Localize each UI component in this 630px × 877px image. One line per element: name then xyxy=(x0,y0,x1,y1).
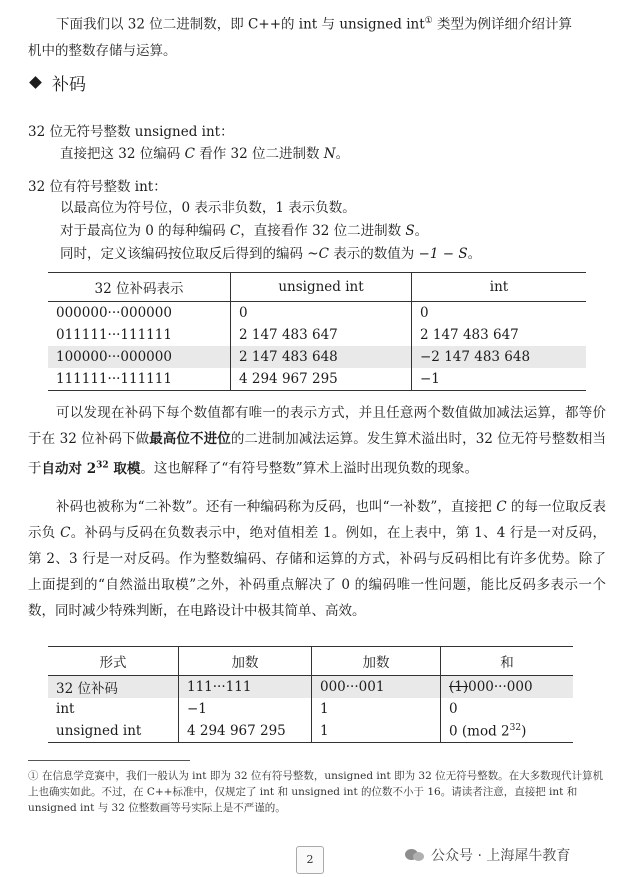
signed-title: 32 位有符号整数 int： xyxy=(28,179,167,195)
paragraph-complement: 补码也被称为“二补数”。还有一种编码称为反码，也叫“一补数”，直接把 C 的每一位取反表示负 C。补码与反码在负数表示中，绝对值相差 1。例如，在上表中，第 1、4 行是一对反码，第 2、3 行是一对反码。作为整数编码、存储和运算的方式，补码与反码相比有许多优势。除了上面提到的“自然溢出取模”之外，补码重点解决了 0 的编码唯一性问题，能比反码多表示一个数，同时减少特殊判断，在电路设计中极其简单、高效。 xyxy=(28,499,606,619)
table-cell: 32 位补码 xyxy=(56,681,118,697)
intro-text: 下面我们以 32 位二进制数，即 C++的 int 与 unsigned int xyxy=(56,16,425,33)
column-header: 32 位补码表示 xyxy=(48,273,231,302)
table-row xyxy=(48,324,586,346)
table-cell: 000000···000000 xyxy=(56,305,172,321)
table-cell: −2 147 483 648 xyxy=(412,346,587,368)
signed-line-2: 对于最高位为 0 的每种编码 C，直接看作 32 位二进制数 S。 xyxy=(60,223,429,239)
table-cell: int xyxy=(56,701,75,717)
footnote-mark: ① xyxy=(28,770,39,782)
table-cell: 0 (mod $2^{32}$) xyxy=(441,720,574,743)
column-header: 形式 xyxy=(48,647,179,676)
table-cell: −1 xyxy=(412,368,587,391)
column-header: int xyxy=(412,273,587,302)
paragraph-overflow: 可以发现在补码下每个数值都有唯一的表示方式，并且任意两个数值做加减法运算，都等价于在 32 位补码下做最高位不进位的二进制加减法运算。发生算术溢出时，32 位无符号整数相当于自动对 $2^{32}$ 取模。这也解释了“有符号整数”算术上溢时出现负数的现象。 xyxy=(28,405,607,477)
signed-line-3: 同时，定义该编码按位取反后得到的编码 ~C 表示的数值为 −1 − S。 xyxy=(60,246,482,262)
column-header: 加数 xyxy=(179,647,312,676)
unsigned-title: 32 位无符号整数 unsigned int： xyxy=(28,124,234,140)
table-cell: 111111···111111 xyxy=(56,371,172,387)
addition-table xyxy=(48,646,573,743)
intro-text-end: 类型为例详细介绍计算 xyxy=(432,16,573,33)
table-cell: 4 294 967 295 xyxy=(179,720,312,743)
column-header: 和 xyxy=(441,647,574,676)
table-cell: −1 xyxy=(179,698,312,720)
table-row xyxy=(48,368,586,391)
column-header: unsigned int xyxy=(231,273,412,302)
table-cell: 1 xyxy=(312,698,441,720)
section-title: 补码 xyxy=(52,75,86,95)
table-row xyxy=(48,302,586,325)
table-cell: unsigned int xyxy=(56,723,142,739)
signed-line-1: 以最高位为符号位，0 表示非负数，1 表示负数。 xyxy=(60,200,356,216)
page-number: 2 xyxy=(296,846,324,874)
column-header: 加数 xyxy=(312,647,441,676)
table-row xyxy=(48,698,573,720)
table-header-row xyxy=(48,647,573,676)
section-heading xyxy=(28,70,86,95)
table-header-row xyxy=(48,273,586,302)
intro-paragraph xyxy=(28,8,606,64)
diamond-bullet-icon xyxy=(29,76,42,89)
unsigned-description: 直接把这 32 位编码 C 看作 32 位二进制数 N。 xyxy=(60,146,350,162)
footnote xyxy=(28,768,608,816)
table-cell: (1)000···000 xyxy=(441,676,574,699)
intro-text-line2: 机中的整数存储与运算。 xyxy=(28,42,177,59)
encoding-table xyxy=(48,272,586,391)
table-cell: 2 147 483 648 xyxy=(231,346,412,368)
table-cell: 4 294 967 295 xyxy=(231,368,412,391)
overflow-carry: (1) xyxy=(449,679,469,695)
table-cell: 0 xyxy=(441,698,574,720)
table-cell: 2 147 483 647 xyxy=(412,324,587,346)
watermark-text: 公众号 · 上海犀牛教育 xyxy=(431,848,571,864)
table-cell: 100000···000000 xyxy=(56,349,172,365)
table-cell: 000···001 xyxy=(312,676,441,699)
watermark xyxy=(405,845,570,865)
footnote-text: 在信息学竞赛中，我们一般认为 int 即为 32 位有符号整数，unsigned int 即为 32 位无符号整数。在大多数现代计算机上也确实如此。不过，在 C++标准中，仅规定了 int 和 unsigned int 的位数不小于 16。请读者注意，直接把 int 和 unsigned int 与 32 位整数画等号实际上是不严谨的。 xyxy=(28,770,604,814)
table-cell: 0 xyxy=(412,302,587,325)
wechat-icon xyxy=(405,847,425,863)
table-cell: 0 xyxy=(231,302,412,325)
table-row xyxy=(48,720,573,743)
table-cell: 011111···111111 xyxy=(56,327,172,343)
table-cell: 1 xyxy=(312,720,441,743)
table-row xyxy=(48,676,573,699)
table-row xyxy=(48,346,586,368)
table-cell: 2 147 483 647 xyxy=(231,324,412,346)
table-cell: 111···111 xyxy=(179,676,312,699)
footnote-marker[interactable]: ① xyxy=(424,16,433,26)
footnote-divider xyxy=(28,760,190,761)
